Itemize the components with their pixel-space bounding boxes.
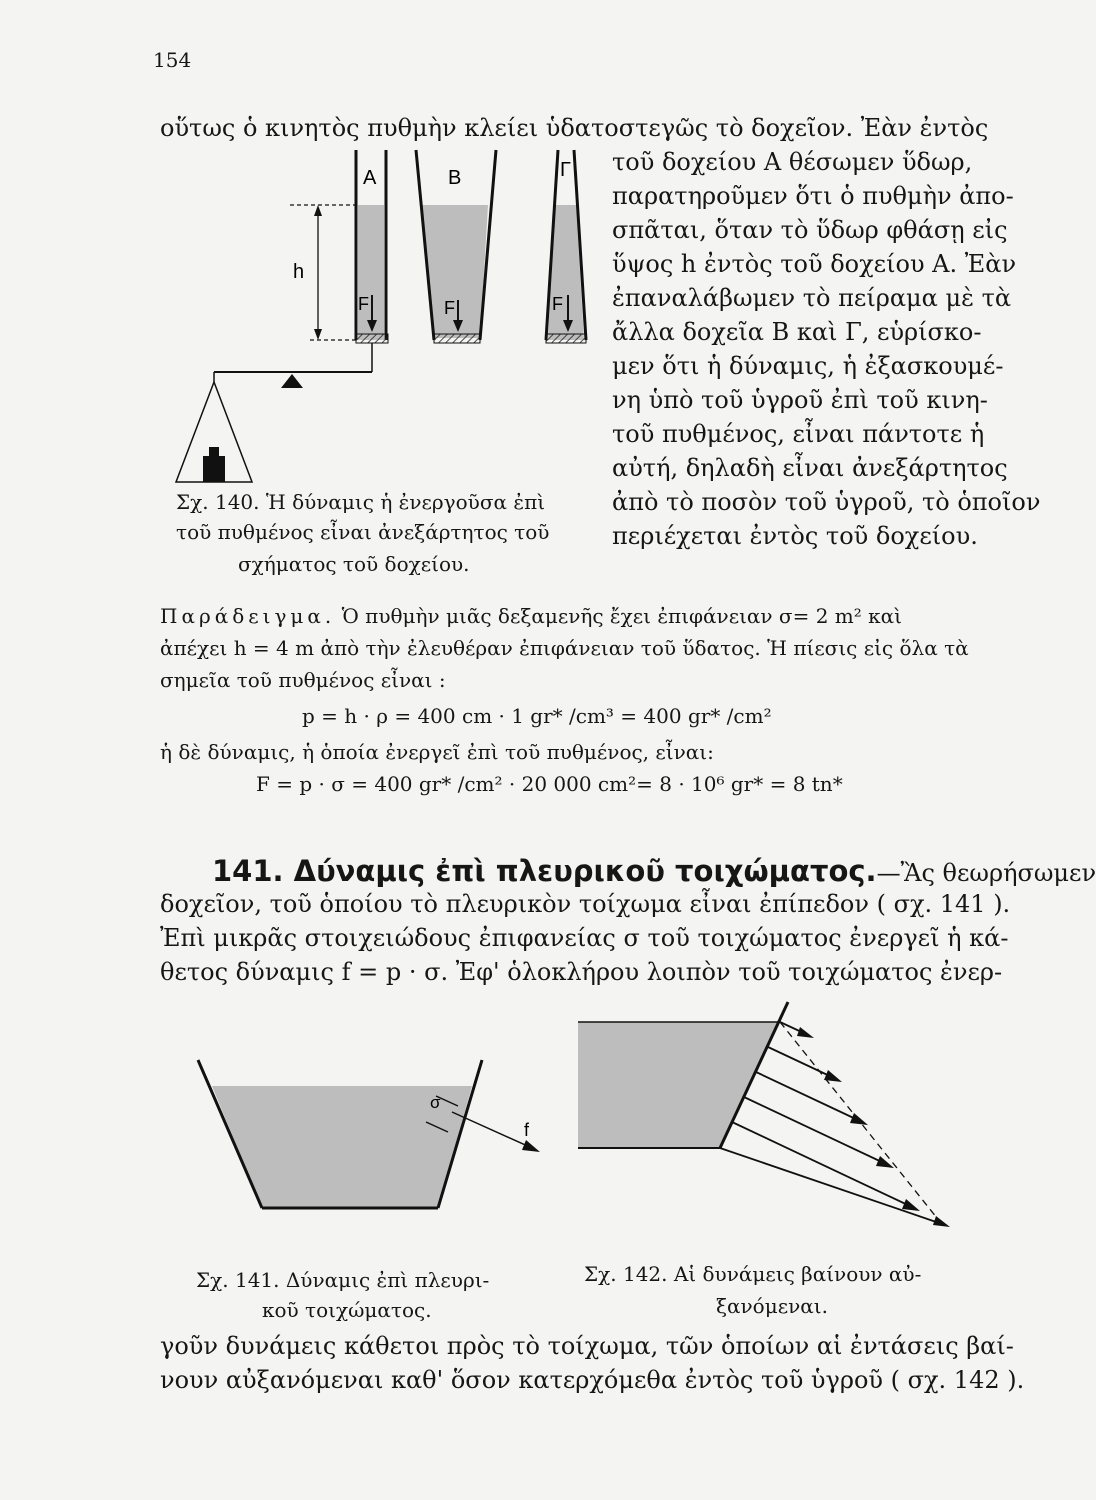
example-line	[160, 604, 902, 628]
text-line: ὕψος h ἐντὸς τοῦ δοχείου Α. Ἐὰν	[612, 250, 1017, 278]
label-b: Β	[448, 167, 462, 189]
figure-141	[190, 1050, 550, 1250]
text-line: σπᾶται, ὅταν τὸ ὕδωρ φθάσῃ εἰς	[612, 216, 1008, 244]
example-text: ἀπέχει h = 4 m ἀπὸ τὴν ἐλευθέραν ἐπιφάνειαν τοῦ ὕδατος. Ἡ πίεσις εἰς ὅλα τὰ	[160, 636, 969, 660]
fig140-caption: Σχ. 140. Ἡ δύναμις ἡ ἐνεργοῦσα ἐπὶ	[176, 490, 546, 514]
section-text: θετος δύναμις f = p · σ. Ἐφ' ὁλοκλήρου λοιπὸν τοῦ τοιχώματος ἐνερ-	[160, 958, 1003, 986]
fig142-caption: ξανόμεναι.	[716, 1294, 828, 1318]
text-line: παρατηροῦμεν ὅτι ὁ πυθμὴν ἀπο-	[612, 182, 1014, 210]
text-line: τοῦ πυθμένος, εἶναι πάντοτε ἡ	[612, 420, 985, 448]
example-label: Παράδειγμα.	[160, 604, 336, 628]
label-h: h	[293, 261, 305, 283]
figure-142	[570, 990, 960, 1240]
fig141-caption: κοῦ τοιχώματος.	[262, 1298, 432, 1322]
label-a: Α	[363, 167, 377, 189]
example-text: σημεῖα τοῦ πυθμένος εἶναι :	[160, 668, 446, 692]
label-g: Γ	[560, 159, 572, 181]
text-line: γοῦν δυνάμεις κάθετοι πρὸς τὸ τοίχωμα, τῶν ὁποίων αἱ ἐντάσεις βαί-	[160, 1332, 1014, 1360]
equation-force: F = p · σ = 400 gr* /cm² · 20 000 cm²= 8 · 10⁶ gr* = 8 tn*	[256, 772, 843, 796]
text-line: μεν ὅτι ἡ δύναμις, ἡ ἐξασκουμέ-	[612, 352, 1004, 380]
fig141-caption: Σχ. 141. Δύναμις ἐπὶ πλευρι-	[196, 1268, 490, 1292]
label-force-b: F	[444, 298, 455, 318]
text-line: νουν αὐξανόμεναι καθ' ὅσον κατερχόμεθα ἐντὸς τοῦ ὑγροῦ ( σχ. 142 ).	[160, 1366, 1025, 1394]
equation-pressure: p = h · ρ = 400 cm · 1 gr* /cm³ = 400 gr* /cm²	[302, 704, 772, 728]
text-line: ἄλλα δοχεῖα Β καὶ Γ, εὑρίσκο-	[612, 318, 982, 346]
section-line	[212, 854, 1096, 888]
text-line: ἐπαναλάβωμεν τὸ πείραμα μὲ τὰ	[612, 284, 1012, 312]
figure-140	[150, 150, 610, 495]
section-heading: 141. Δύναμις ἐπὶ πλευρικοῦ τοιχώματος.	[212, 854, 877, 888]
text-line: αὐτή, δηλαδὴ εἶναι ἀνεξάρτητος	[612, 454, 1008, 482]
label-sigma: σ	[430, 1093, 441, 1112]
text-line: ἀπὸ τὸ ποσὸν τοῦ ὑγροῦ, τὸ ὁποῖον	[612, 488, 1041, 516]
text-line: νη ὑπὸ τοῦ ὑγροῦ ἐπὶ τοῦ κινη-	[612, 386, 988, 414]
text-line: τοῦ δοχείου Α θέσωμεν ὕδωρ,	[612, 148, 973, 176]
section-text: δοχεῖον, τοῦ ὁποίου τὸ πλευρικὸν τοίχωμα εἶναι ἐπίπεδον ( σχ. 141 ).	[160, 890, 1011, 918]
example-text: Ὁ πυθμὴν μιᾶς δεξαμενῆς ἔχει ἐπιφάνειαν σ= 2 m² καὶ	[341, 604, 902, 628]
section-text: Ἐπὶ μικρᾶς στοιχειώδους ἐπιφανείας σ τοῦ τοιχώματος ἐνεργεῖ ἡ κά-	[160, 924, 1009, 952]
fig140-caption: τοῦ πυθμένος εἶναι ἀνεξάρτητος τοῦ	[176, 520, 550, 544]
label-f: f	[524, 1120, 530, 1140]
section-text: —Ἂς θεωρήσωμεν	[876, 859, 1096, 887]
page-number: 154	[153, 48, 192, 72]
example-text: ἡ δὲ δύναμις, ἡ ὁποία ἐνεργεῖ ἐπὶ τοῦ πυθμένος, εἶναι:	[160, 740, 714, 764]
text-line: περιέχεται ἐντὸς τοῦ δοχείου.	[612, 522, 978, 550]
text-line: οὕτως ὁ κινητὸς πυθμὴν κλείει ὑδατοστεγῶς τὸ δοχεῖον. Ἐὰν ἐντὸς	[160, 114, 989, 142]
label-force-a: F	[358, 294, 369, 314]
fig142-caption: Σχ. 142. Αἱ δυνάμεις βαίνουν αὐ-	[584, 1262, 922, 1286]
fig140-caption: σχήματος τοῦ δοχείου.	[238, 552, 470, 576]
label-force-g: F	[552, 294, 563, 314]
